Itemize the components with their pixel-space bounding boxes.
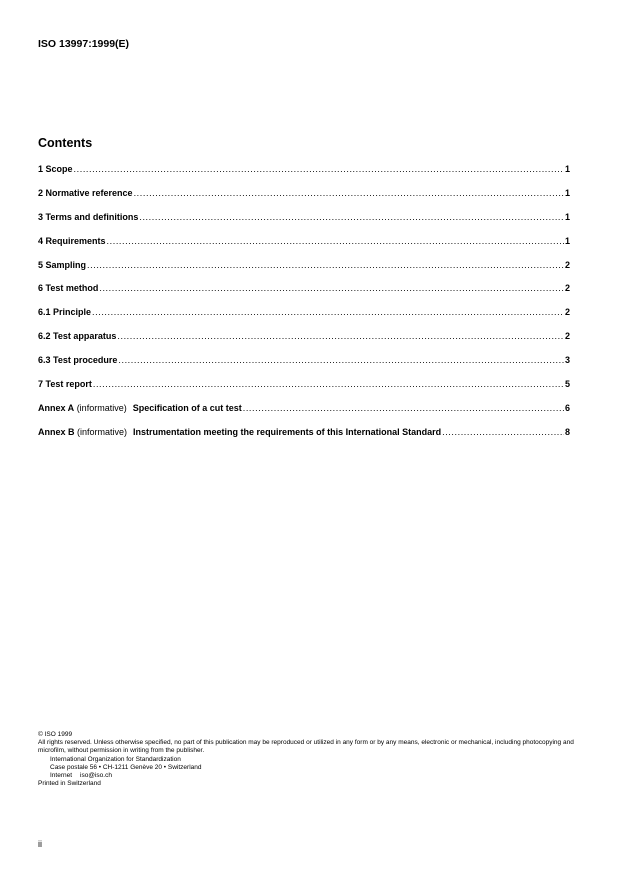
- internet-label: Internet: [50, 772, 73, 780]
- toc-entry-terms-and-definitions[interactable]: [38, 212, 570, 223]
- toc-entry-label: 6.1 Principle: [38, 307, 92, 318]
- toc-leader-dots: [107, 236, 564, 247]
- table-of-contents: [38, 164, 570, 451]
- page-number: ii: [38, 839, 42, 849]
- toc-leader-dots: [117, 331, 564, 342]
- toc-leader-dots: [243, 403, 564, 414]
- toc-entry-test-report[interactable]: [38, 379, 570, 390]
- toc-entry-annex-b[interactable]: [38, 427, 570, 438]
- toc-page-number: 1: [564, 187, 570, 198]
- toc-page-number: 3: [564, 355, 570, 366]
- toc-entry-label: 5 Sampling: [38, 259, 87, 270]
- copyright-line: © ISO 1999: [38, 731, 73, 738]
- toc-leader-dots: [442, 427, 564, 438]
- internet-contact: [38, 772, 578, 780]
- contents-heading: Contents: [38, 136, 93, 150]
- toc-entry-scope[interactable]: [38, 164, 570, 175]
- toc-page-number: 8: [564, 426, 570, 437]
- document-code: ISO 13997:1999(E): [38, 38, 130, 50]
- toc-annex-type: (informative): [77, 426, 128, 437]
- toc-page-number: 1: [564, 211, 570, 222]
- toc-leader-dots: [134, 188, 564, 199]
- toc-entry-annex-a[interactable]: [38, 403, 570, 414]
- toc-page-number: 2: [564, 259, 570, 270]
- toc-leader-dots: [118, 355, 564, 366]
- toc-entry-label: 3 Terms and definitions: [38, 211, 139, 222]
- toc-page-number: 5: [564, 379, 570, 390]
- toc-leader-dots: [87, 260, 564, 271]
- toc-page-number: 1: [564, 235, 570, 246]
- toc-annex-title: Instrumentation meeting the requirements of this International Standard: [133, 426, 442, 437]
- toc-leader-dots: [93, 379, 564, 390]
- toc-page-number: 1: [564, 164, 570, 174]
- toc-entry-test-method[interactable]: [38, 283, 570, 294]
- toc-page-number: 2: [564, 331, 570, 342]
- toc-entry-label: 6.3 Test procedure: [38, 355, 118, 366]
- copyright-notice: [38, 731, 578, 788]
- toc-entry-test-procedure[interactable]: [38, 355, 570, 366]
- toc-leader-dots: [99, 283, 564, 294]
- toc-entry-label: 1 Scope: [38, 164, 73, 174]
- printed-in: Printed in Switzerland: [38, 780, 101, 788]
- toc-entry-principle[interactable]: [38, 307, 570, 318]
- toc-entry-requirements[interactable]: [38, 236, 570, 247]
- toc-page-number: 6: [564, 402, 570, 413]
- toc-entry-label: 2 Normative reference: [38, 187, 133, 198]
- toc-entry-sampling[interactable]: [38, 260, 570, 271]
- toc-annex-type: (informative): [76, 402, 127, 413]
- toc-entry-normative-reference[interactable]: [38, 188, 570, 199]
- toc-entry-label: 6.2 Test apparatus: [38, 331, 117, 342]
- toc-annex-title: Specification of a cut test: [132, 402, 242, 413]
- toc-entry-label: 7 Test report: [38, 379, 92, 390]
- toc-annex-label: Annex A: [38, 402, 75, 413]
- toc-leader-dots: [139, 212, 564, 223]
- toc-entry-test-apparatus[interactable]: [38, 331, 570, 342]
- toc-leader-dots: [74, 164, 564, 175]
- organization-address: Case postale 56 • CH-1211 Genève 20 • Switzerland: [50, 763, 202, 771]
- rights-statement: All rights reserved. Unless otherwise specified, no part of this publication may be reproduced or utilized in any form or by any means, electronic or mechanical, including photocopying and microfilm, without permission in writing from the publisher.: [38, 739, 574, 755]
- toc-page-number: 2: [564, 283, 570, 294]
- toc-leader-dots: [92, 307, 564, 318]
- toc-annex-label: Annex B: [38, 426, 75, 437]
- organization-name: International Organization for Standardization: [50, 755, 181, 763]
- toc-entry-label: 6 Test method: [38, 283, 99, 294]
- toc-page-number: 2: [564, 307, 570, 318]
- internet-email-link[interactable]: iso@iso.ch: [80, 772, 112, 780]
- toc-entry-label: 4 Requirements: [38, 235, 106, 246]
